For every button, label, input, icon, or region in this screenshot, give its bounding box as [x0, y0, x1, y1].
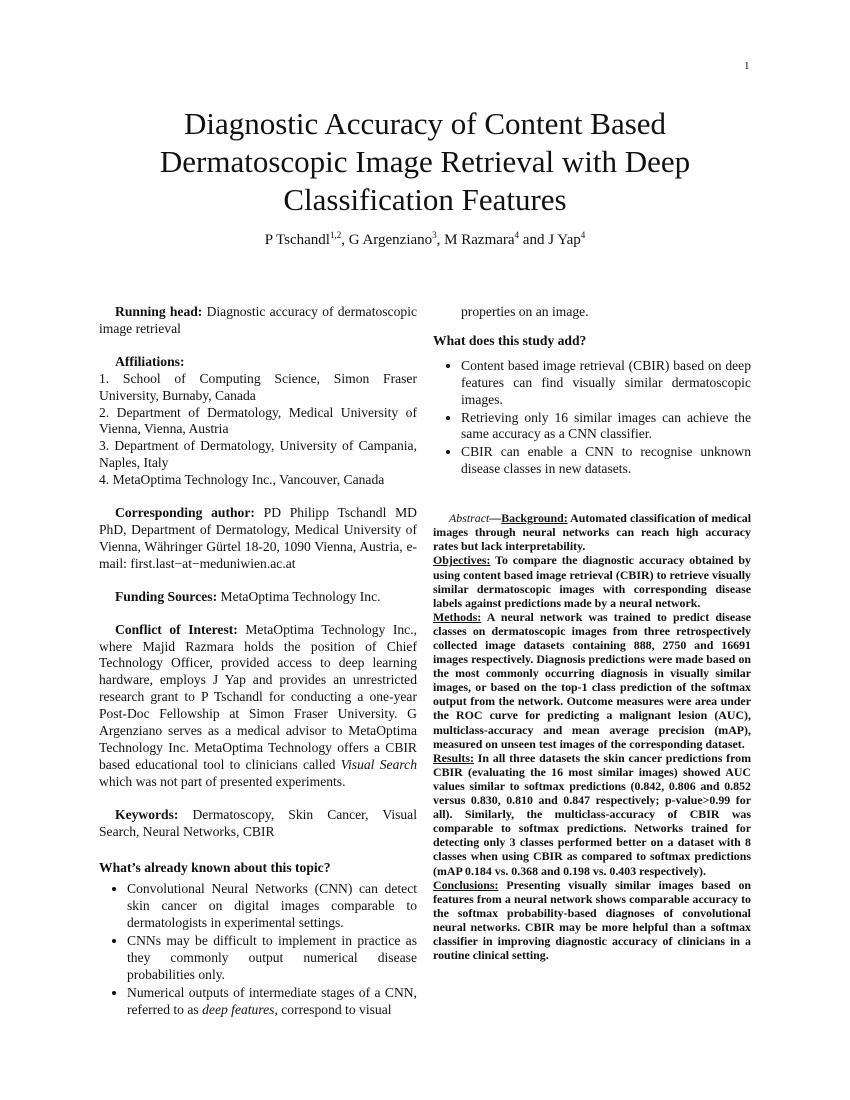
author: G Argenziano$^3$,: [348, 230, 445, 248]
list-item: • Convolutional Neural Networks (CNN) can detect skin cancer on digital images comparable to dermatologists in experimental settings.: [127, 881, 417, 932]
left-column: [99, 304, 417, 1020]
corresponding-author: Corresponding author: PD Philipp Tschandl MD PhD, Department of Dermatology, Medical University of Vienna, Währinger Gürtel 18-20, 1090 Vienna, Austria, e-mail: first.last−at−meduniwien.ac.at: [99, 505, 417, 571]
page-number: 1: [744, 60, 750, 72]
abstract-methods: Methods: A neural network was trained to predict disease classes on dermatoscopic images from three retrospectively collected image datasets containing 888, 2750 and 16691 images respectively. Diagnosis predictions were made based on the most commonly occurring diagnosis in visually similar images, or based on the top-1 class prediction of the softmax output from the network. Outcome measures were area under the ROC curve for predicting a malignant lesion (AUC), multiclass-accuracy and mean average precision (mAP), measured on unseen test images of the corresponding dataset.: [433, 609, 751, 751]
list-item: • Numerical outputs of intermediate stages of a CNN, referred to as deep features, correspond to visual: [127, 985, 417, 1019]
list-item: • CBIR can enable a CNN to recognise unknown disease classes in new datasets.: [461, 444, 751, 478]
right-column: [433, 304, 751, 962]
affiliations-label: Affiliations:: [115, 353, 185, 369]
abstract-conclusions: Conclusions: Presenting visually similar images based on features from a neural network shows comparable accuracy to the softmax probability-based diagnoses of convolutional neural networks. CBIR may be more helpful than a softmax classifier in improving diagnostic accuracy of clinicians in a routine clinical setting.: [433, 877, 751, 963]
author: J Yap$^4$: [548, 230, 586, 248]
author-list: [100, 230, 750, 249]
affiliation-item: 3. Department of Dermatology, University of Campania, Naples, Italy: [99, 438, 417, 471]
author: M Razmara$^4$ and: [444, 230, 549, 248]
list-item: • Content based image retrieval (CBIR) based on deep features can find visually similar dermatoscopic images.: [461, 358, 751, 409]
adds-list: [433, 358, 751, 478]
abstract-objectives: Objectives: To compare the diagnostic accuracy obtained by using content based image retrieval (CBIR) to retrieve visually similar dermatoscopic images with corresponding disease labels against predictions made by a neural network.: [433, 553, 751, 610]
author: P Tschandl$^{1,2}$,: [264, 230, 349, 248]
known-list: [99, 881, 417, 1018]
funding-sources: Funding Sources: MetaOptima Technology Inc.: [115, 588, 381, 604]
paper-title: Diagnostic Accuracy of Content Based Dermatoscopic Image Retrieval with Deep Classification Features: [159, 106, 691, 217]
adds-heading: What does this study add?: [433, 332, 587, 348]
abstract-background: Abstract—Background: Automated classification of medical images through neural networks can reach high accuracy rates but lack interpretability.: [433, 511, 751, 554]
list-item: • Retrieving only 16 similar images can achieve the same accuracy as a CNN classifier.: [461, 410, 751, 444]
affiliation-item: 4. MetaOptima Technology Inc., Vancouver, Canada: [99, 472, 385, 488]
known-heading: What’s already known about this topic?: [99, 860, 331, 876]
keywords: Keywords: Dermatoscopy, Skin Cancer, Visual Search, Neural Networks, CBIR: [99, 806, 417, 839]
list-item: • CNNs may be difficult to implement in practice as they commonly output numerical disease probabilities only.: [127, 933, 417, 984]
abstract-results: Results: In all three datasets the skin cancer predictions from CBIR (evaluating the 16 most similar images) showed AUC values similar to softmax predictions (0.842, 0.806 and 0.852 versus 0.830, 0.810 and 0.847 respectively; p-value>0.99 for all). Similarly, the multiclass-accuracy of CBIR was comparable to softmax predictions. Networks trained for detecting only 3 classes performed better on a dataset with 8 classes when using CBIR as compared to softmax predictions (mAP 0.184 vs. 0.368 and 0.198 vs. 0.403 respectively).: [433, 750, 751, 878]
list-item-continuation: properties on an image.: [461, 304, 589, 319]
conflict-of-interest: Conflict of Interest: MetaOptima Technology Inc., where Majid Razmara holds the position of Chief Technology Officer, provided access to deep learning hardware, employs J Yap and provides an unrestricted research grant to P Tschandl for conducting a one-year Post-Doc Fellowship at Simon Fraser University. G Argenziano serves as a medical advisor to MetaOptima Technology Inc. MetaOptima Technology offers a CBIR based educational tool to clinicians called Visual Search which was not part of presented experiments.: [99, 621, 418, 789]
abstract: [433, 511, 751, 962]
running-head: Running head: Diagnostic accuracy of dermatoscopic image retrieval: [99, 304, 417, 336]
affiliation-item: 2. Department of Dermatology, Medical University of Vienna, Vienna, Austria: [99, 404, 417, 437]
affiliation-item: 1. School of Computing Science, Simon Fraser University, Burnaby, Canada: [99, 370, 417, 403]
